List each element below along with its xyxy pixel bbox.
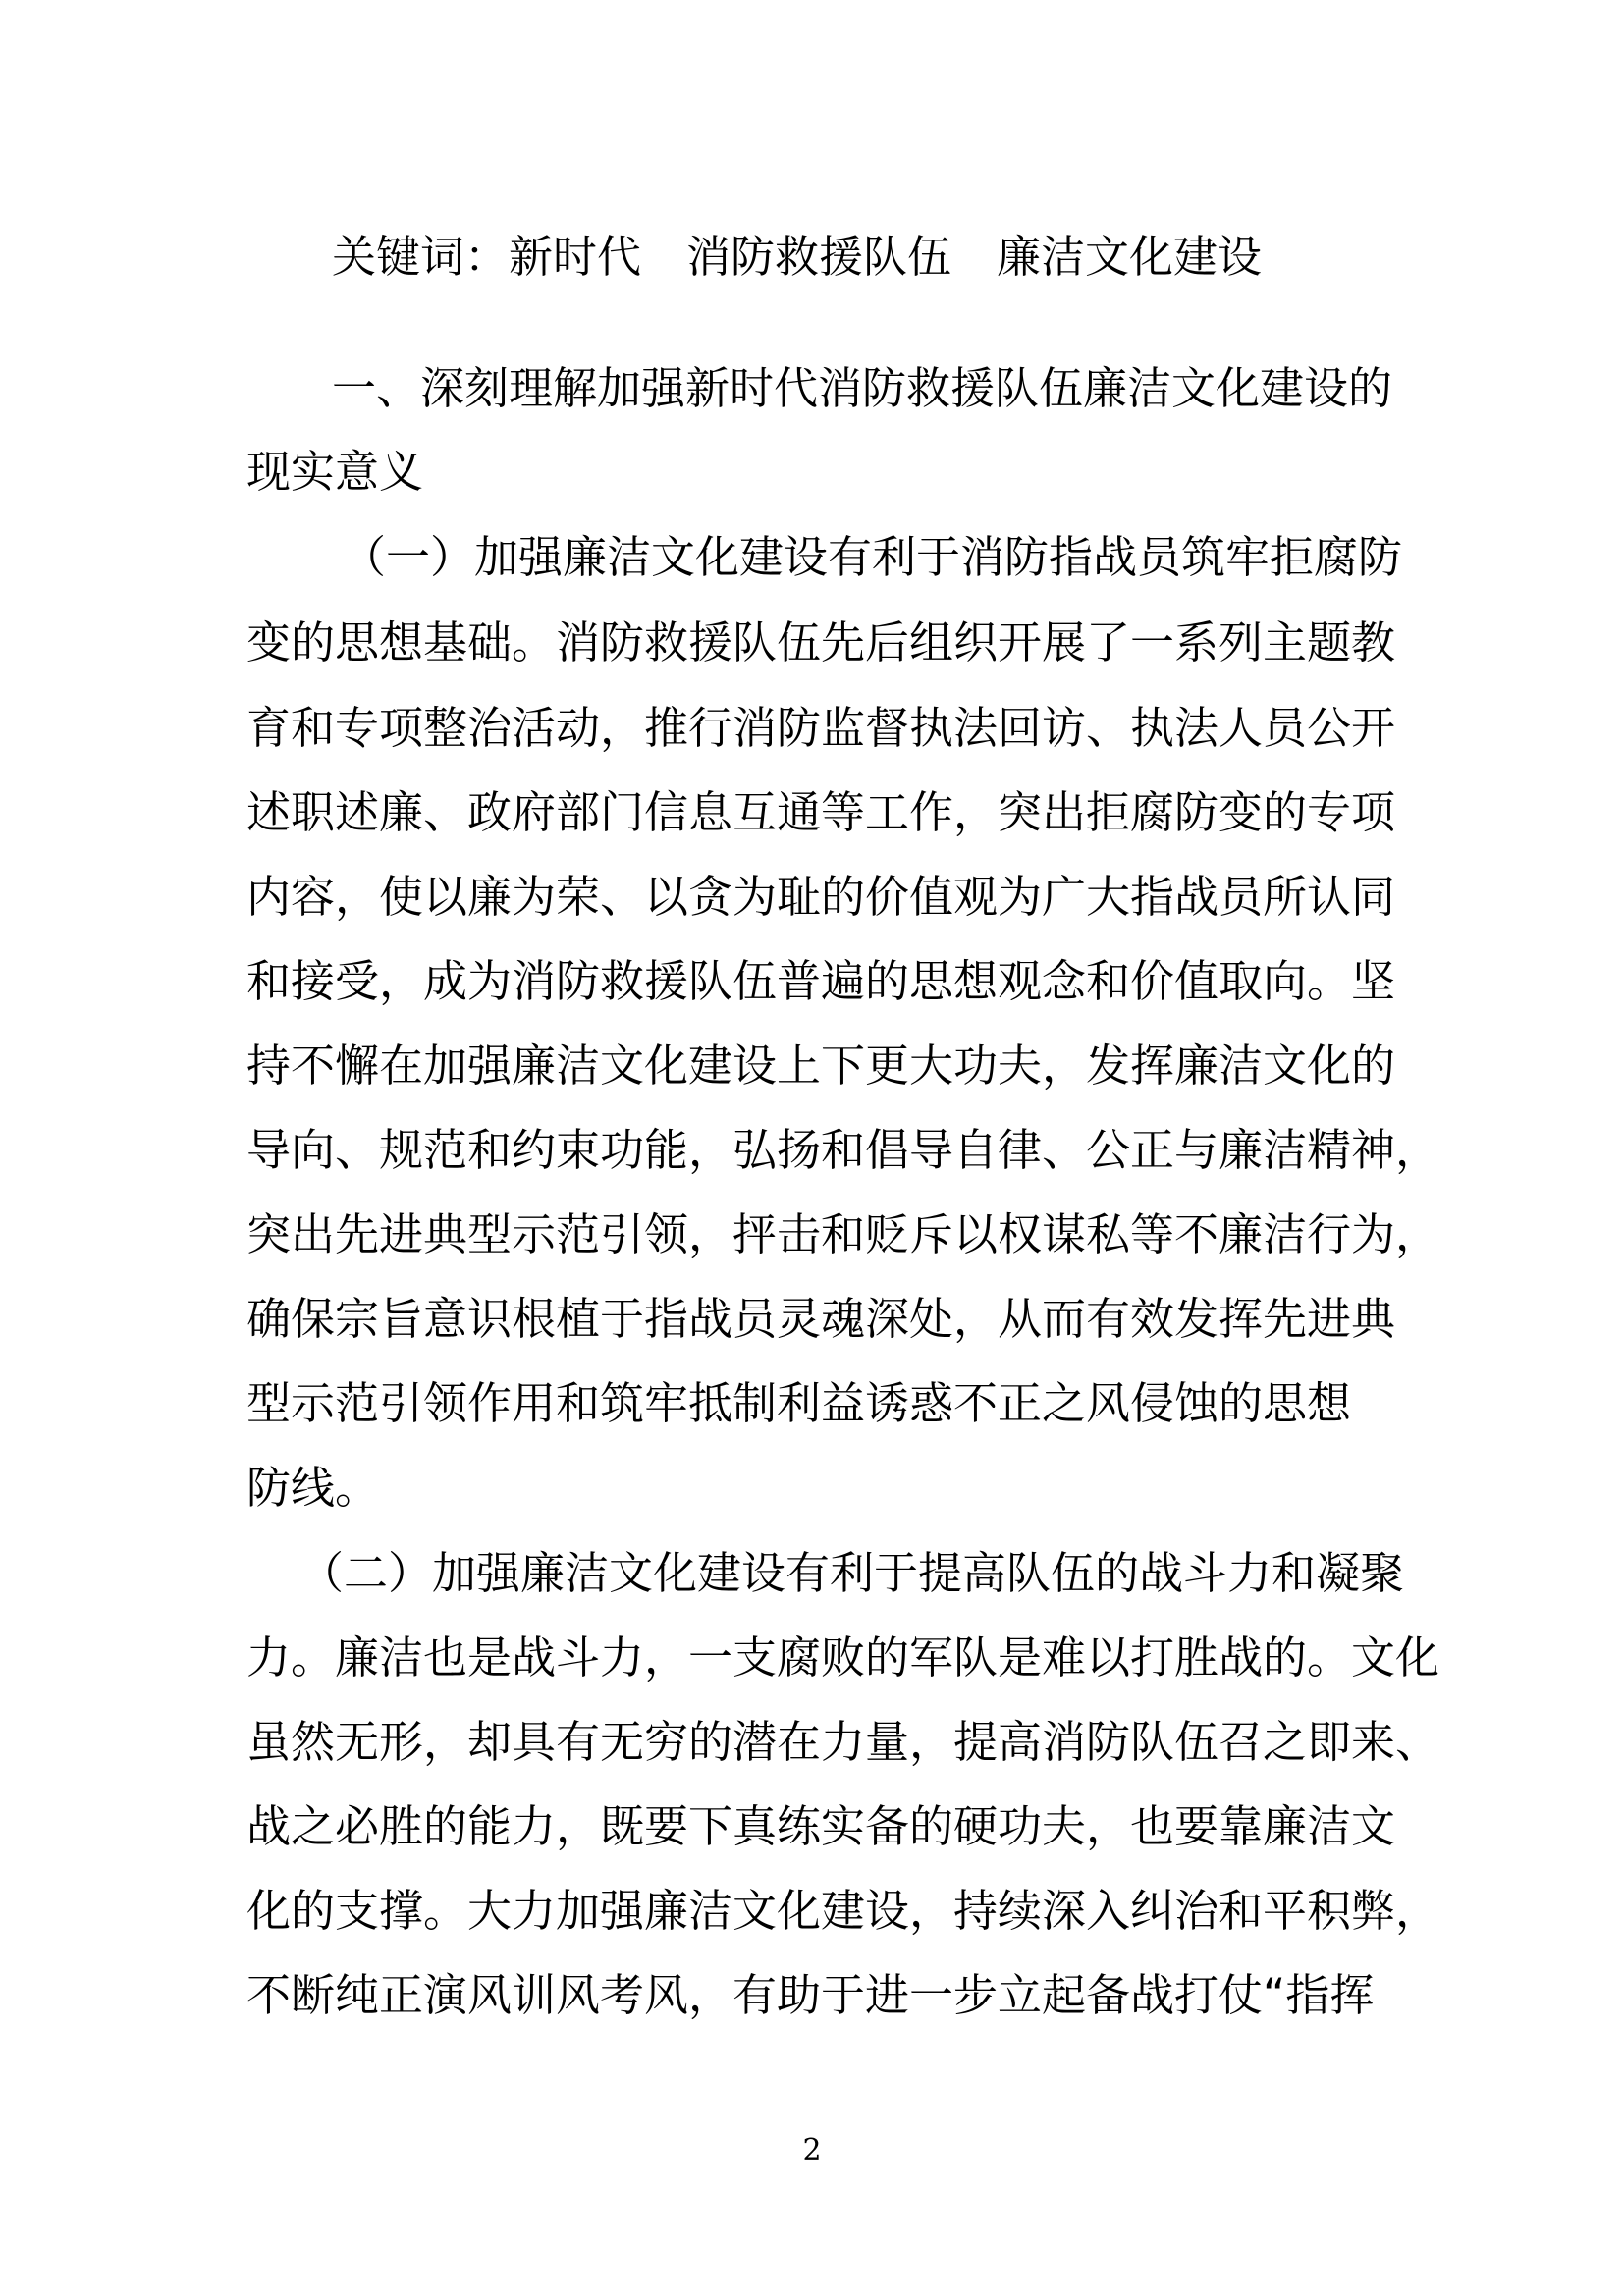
keyword-3: 廉洁文化建设: [997, 231, 1263, 283]
paragraph2-line-5: 化的支撑。大力加强廉洁文化建设，持续深入纠治和平积弊，: [246, 1885, 1440, 1937]
paragraph1-line-5: 内容，使以廉为荣、以贪为耻的价值观为广大指战员所认同: [246, 871, 1396, 923]
section1-heading-line-1: 一、深刻理解加强新时代消防救援队伍廉洁文化建设的: [332, 362, 1393, 414]
keywords-line: [332, 228, 1262, 287]
paragraph2-line-6: 不断纯正演风训风考风，有助于进一步立起备战打仗“指挥: [246, 1969, 1375, 2021]
paragraph1-line-4: 述职述廉、政府部门信息互通等工作，突出拒腐防变的专项: [246, 786, 1396, 838]
keywords-label: 关键词：: [332, 231, 510, 283]
section1-heading-line-2: 现实意义: [246, 446, 424, 498]
keyword-2: 消防救援队伍: [686, 231, 952, 283]
paragraph1-line-2: 变的思想基础。消防救援队伍先后组织开展了一系列主题教: [246, 616, 1396, 668]
keyword-1: 新时代: [509, 231, 642, 283]
paragraph2-line-1: （二）加强廉洁文化建设有利于提高队伍的战斗力和凝聚: [299, 1547, 1405, 1599]
paragraph1-line-12: 防线。: [246, 1462, 380, 1514]
paragraph1-line-8: 导向、规范和约束功能，弘扬和倡导自律、公正与廉洁精神，: [246, 1124, 1440, 1176]
paragraph2-line-4: 战之必胜的能力，既要下真练实备的硬功夫，也要靠廉洁文: [246, 1800, 1396, 1852]
paragraph2-line-3: 虽然无形，却具有无穷的潜在力量，提高消防队伍召之即来、: [246, 1716, 1440, 1768]
paragraph1-line-10: 确保宗旨意识根植于指战员灵魂深处，从而有效发挥先进典: [246, 1293, 1396, 1345]
paragraph1-line-6: 和接受，成为消防救援队伍普遍的思想观念和价值取向。坚: [246, 955, 1396, 1007]
page-number: 2: [802, 2133, 822, 2167]
paragraph1-line-3: 育和专项整治活动，推行消防监督执法回访、执法人员公开: [246, 702, 1396, 754]
paragraph1-line-11: 型示范引领作用和筑牢抵制利益诱惑不正之风侵蚀的思想: [246, 1377, 1352, 1429]
paragraph1-line-7: 持不懈在加强廉洁文化建设上下更大功夫，发挥廉洁文化的: [246, 1040, 1396, 1092]
paragraph2-line-2: 力。廉洁也是战斗力，一支腐败的军队是难以打胜战的。文化: [246, 1631, 1440, 1683]
paragraph1-line-9: 突出先进典型示范引领，抨击和贬斥以权谋私等不廉洁行为，: [246, 1208, 1440, 1260]
paragraph1-line-1: （一）加强廉洁文化建设有利于消防指战员筑牢拒腐防: [342, 531, 1403, 583]
